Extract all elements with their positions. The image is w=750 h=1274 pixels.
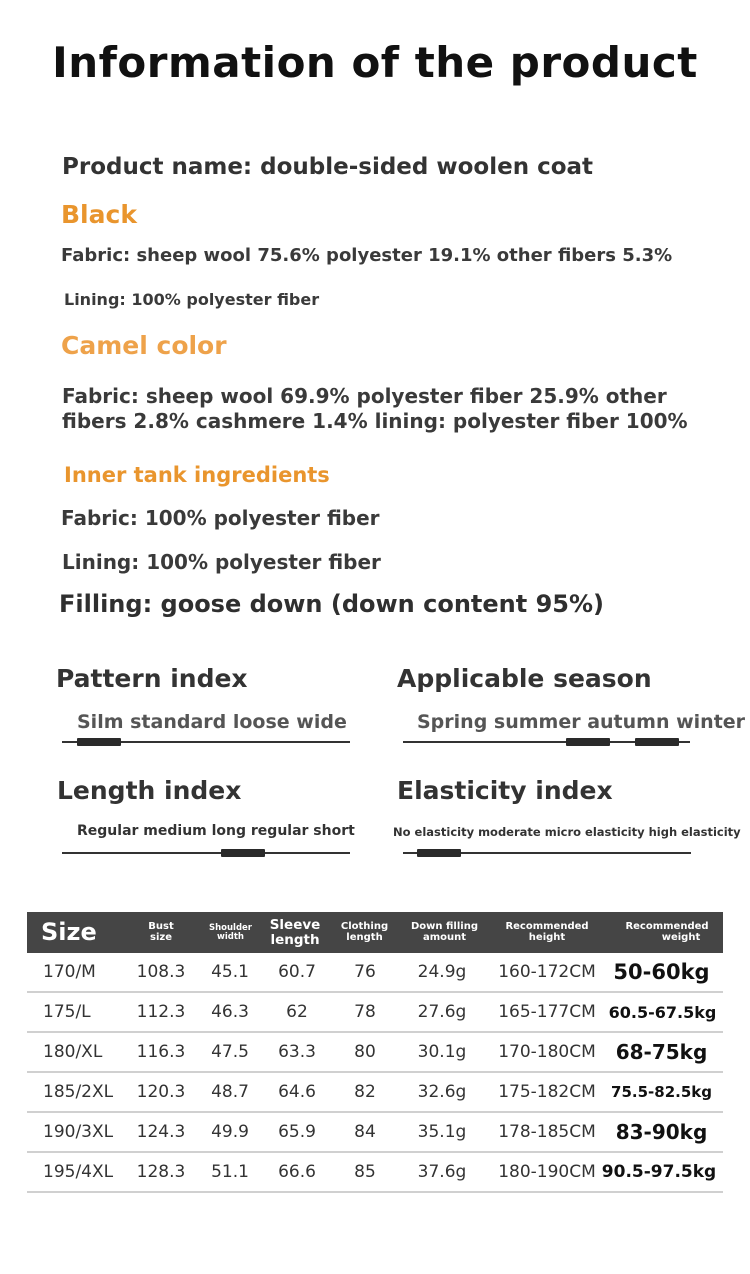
cell-down: 37.6g bbox=[417, 1162, 467, 1182]
cell-bust: 108.3 bbox=[136, 962, 186, 982]
cell-down: 24.9g bbox=[417, 962, 467, 982]
cell-weight: 90.5-97.5kg bbox=[601, 1162, 717, 1182]
elasticity-index-title: Elasticity index bbox=[397, 776, 613, 805]
pattern-index-title: Pattern index bbox=[56, 664, 248, 693]
product-name: Product name: double-sided woolen coat bbox=[62, 154, 594, 180]
black-fabric: Fabric: sheep wool 75.6% polyester 19.1% other fibers 5.3% bbox=[61, 245, 673, 266]
cell-height: 165-177CM bbox=[498, 1002, 596, 1022]
table-row bbox=[27, 1033, 723, 1073]
cell-height: 170-180CM bbox=[498, 1042, 596, 1062]
cell-down: 27.6g bbox=[417, 1002, 467, 1022]
header-down-line2: amount bbox=[422, 931, 467, 943]
cell-bust: 120.3 bbox=[136, 1082, 186, 1102]
header-shoulder-line1: Shoulder bbox=[208, 922, 253, 933]
cell-sleeve: 65.9 bbox=[278, 1122, 316, 1142]
size-table bbox=[27, 912, 723, 1193]
cell-height: 175-182CM bbox=[498, 1082, 596, 1102]
cell-clothing: 82 bbox=[354, 1082, 376, 1102]
header-weight-line1: Recommended bbox=[625, 921, 709, 932]
header-bust-line2: size bbox=[150, 931, 172, 943]
table-row bbox=[27, 1153, 723, 1193]
header-size: Size bbox=[41, 917, 97, 946]
cell-height: 180-190CM bbox=[498, 1162, 596, 1182]
black-heading: Black bbox=[61, 200, 137, 229]
inner-fabric: Fabric: 100% polyester fiber bbox=[61, 506, 380, 530]
header-shoulder bbox=[195, 912, 266, 953]
cell-sleeve: 66.6 bbox=[278, 1162, 316, 1182]
elasticity-index-marker bbox=[417, 849, 461, 857]
cell-shoulder: 46.3 bbox=[211, 1002, 249, 1022]
pattern-index-labels: Silm standard loose wide bbox=[77, 711, 347, 733]
table-row bbox=[27, 953, 723, 993]
cell-shoulder: 49.9 bbox=[211, 1122, 249, 1142]
length-index-title: Length index bbox=[57, 776, 242, 805]
cell-size: 170/M bbox=[43, 962, 96, 982]
header-height-line1: Recommended bbox=[505, 921, 589, 932]
cell-clothing: 84 bbox=[354, 1122, 376, 1142]
cell-size: 175/L bbox=[43, 1002, 91, 1022]
cell-sleeve: 64.6 bbox=[278, 1082, 316, 1102]
cell-weight: 60.5-67.5kg bbox=[608, 1002, 717, 1022]
inner-lining: Lining: 100% polyester fiber bbox=[62, 550, 381, 574]
header-clothing-line2: length bbox=[346, 931, 383, 943]
cell-size: 190/3XL bbox=[43, 1122, 114, 1142]
cell-bust: 116.3 bbox=[136, 1042, 186, 1062]
length-index-marker bbox=[221, 849, 265, 857]
header-sleeve-line1: Sleeve bbox=[269, 917, 321, 934]
cell-down: 35.1g bbox=[417, 1122, 467, 1142]
cell-down: 32.6g bbox=[417, 1082, 467, 1102]
header-weight-line2: weight bbox=[661, 931, 701, 943]
cell-weight: 68-75kg bbox=[615, 1040, 708, 1064]
cell-height: 160-172CM bbox=[498, 962, 596, 982]
cell-sleeve: 60.7 bbox=[278, 962, 316, 982]
cell-shoulder: 47.5 bbox=[211, 1042, 249, 1062]
elasticity-index-labels: No elasticity moderate micro elasticity high elasticity bbox=[393, 825, 741, 839]
header-shoulder-line2: width bbox=[217, 931, 244, 942]
cell-clothing: 78 bbox=[354, 1002, 376, 1022]
header-height-line2: height bbox=[528, 931, 566, 943]
header-sleeve-line2: length bbox=[270, 931, 320, 948]
pattern-index-marker bbox=[77, 738, 121, 746]
header-weight bbox=[615, 912, 719, 953]
cell-bust: 112.3 bbox=[136, 1002, 186, 1022]
cell-sleeve: 62 bbox=[286, 1002, 308, 1022]
cell-bust: 124.3 bbox=[136, 1122, 186, 1142]
header-bust-line1: Bust bbox=[148, 921, 174, 932]
length-index-labels: Regular medium long regular short bbox=[77, 823, 355, 839]
cell-weight: 75.5-82.5kg bbox=[611, 1083, 712, 1101]
camel-heading: Camel color bbox=[61, 331, 227, 360]
season-marker-winter bbox=[635, 738, 679, 746]
cell-size: 195/4XL bbox=[43, 1162, 114, 1182]
table-row bbox=[27, 993, 723, 1033]
cell-shoulder: 45.1 bbox=[211, 962, 249, 982]
cell-bust: 128.3 bbox=[136, 1162, 186, 1182]
header-sleeve bbox=[264, 912, 326, 953]
cell-weight: 50-60kg bbox=[613, 960, 710, 984]
cell-clothing: 80 bbox=[354, 1042, 376, 1062]
cell-down: 30.1g bbox=[417, 1042, 467, 1062]
season-marker-autumn bbox=[566, 738, 610, 746]
page-title: Information of the product bbox=[52, 38, 698, 87]
cell-shoulder: 51.1 bbox=[211, 1162, 249, 1182]
inner-heading: Inner tank ingredients bbox=[64, 463, 330, 487]
cell-shoulder: 48.7 bbox=[211, 1082, 249, 1102]
header-height bbox=[497, 912, 597, 953]
header-clothing-line1: Clothing bbox=[340, 921, 389, 932]
table-row bbox=[27, 1073, 723, 1113]
cell-weight: 83-90kg bbox=[615, 1120, 708, 1144]
season-labels: Spring summer autumn winter bbox=[417, 711, 746, 733]
cell-clothing: 76 bbox=[354, 962, 376, 982]
season-title: Applicable season bbox=[397, 664, 652, 693]
header-bust bbox=[131, 912, 191, 953]
black-lining: Lining: 100% polyester fiber bbox=[64, 290, 320, 309]
camel-fabric-line1: Fabric: sheep wool 69.9% polyester fiber 25.9% other bbox=[62, 384, 667, 408]
camel-fabric-line2: fibers 2.8% cashmere 1.4% lining: polyester fiber 100% bbox=[62, 409, 688, 433]
header-clothing bbox=[330, 912, 399, 953]
cell-size: 180/XL bbox=[43, 1042, 103, 1062]
cell-sleeve: 63.3 bbox=[278, 1042, 316, 1062]
header-down-line1: Down filling bbox=[411, 921, 478, 932]
filling: Filling: goose down (down content 95%) bbox=[59, 590, 605, 618]
cell-size: 185/2XL bbox=[43, 1082, 114, 1102]
table-row bbox=[27, 1113, 723, 1153]
header-down bbox=[402, 912, 487, 953]
size-table-header bbox=[27, 912, 723, 953]
cell-clothing: 85 bbox=[354, 1162, 376, 1182]
length-index-scale bbox=[62, 852, 350, 854]
cell-height: 178-185CM bbox=[498, 1122, 596, 1142]
